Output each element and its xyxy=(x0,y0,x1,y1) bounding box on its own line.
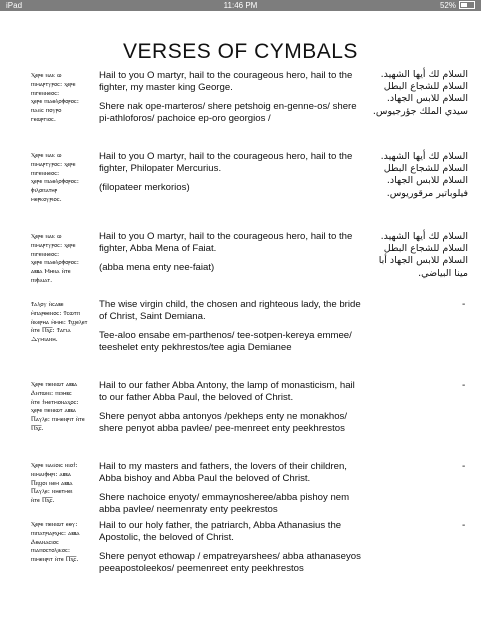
verse-arabic: السلام لك أيها الشهيد. السلام للشجاع البطل السلام للابس الجهاد. فيلوباتير مرقوريوس. xyxy=(380,151,468,199)
verse-coptic: Ⲭⲉⲣⲉ ⲛⲁϭⲟⲓⲥ ⲛⲓⲟϯ: ⲛⲓⲙⲁⲓⲫⲏⲣⲓ: ⲁⲃⲃⲁ Ⲡⲓϣⲟⲓ ⲛⲉⲙ ⲁⲃⲃⲁ Ⲡⲁⲩⲗⲉ: ⲛⲏⲉⲧⲙⲉⲓ ⲛ̀ⲧⲉ Ⲡⲭ̅ⲥ̅. xyxy=(31,461,78,505)
verse-transliteration: (filopateer merkorios) xyxy=(99,182,190,193)
verse-coptic: Ⲭⲉⲣⲉ ⲛⲁⲕ ⲱ ⲡⲓⲙⲁⲣⲧⲩⲣⲟⲥ: ⲭⲉⲣⲉ ⲡⲓⲅⲉⲛⲛⲉⲟⲥ: ⲭⲉⲣⲉ ⲡⲓⲁⲑⲗⲟⲫⲟⲣⲟⲥ: ⲫⲓⲗⲟⲡⲁⲧⲏⲣ ⲙⲉⲣⲕⲟⲩⲣⲓⲟⲥ. xyxy=(31,151,79,203)
verse-translation: Hail to our holy father, the patriarch, Abba Athanasius the Apostolic, the beloved of Christ. xyxy=(99,520,342,543)
battery-percent: 52% xyxy=(439,1,456,10)
battery-icon xyxy=(459,1,475,9)
verse-coptic: Ⲭⲉⲣⲉ ⲛⲁⲕ ⲱ ⲡⲓⲙⲁⲣⲧⲩⲣⲟⲥ: ⲭⲉⲣⲉ ⲡⲓⲅⲉⲛⲛⲉⲟⲥ: ⲭⲉⲣⲉ ⲡⲓⲁⲑⲗⲟⲫⲟⲣⲟⲥ: ⲁⲃⲃⲁ Ⲙⲏⲛⲁ ⲛ̀ⲧⲉ ⲡⲓⲫⲁⲓⲁⲧ. xyxy=(31,232,79,284)
verse-english xyxy=(99,151,361,194)
verse-coptic: Ⲭⲉⲣⲉ ⲡⲉⲛⲓⲱⲧ ⲁⲃⲃⲁ Ⲁⲛⲧⲱⲛⲓ: ⲡⲓϧⲏⲃⲥ ⲛ̀ⲧⲉ ϯⲙⲉⲧⲙⲟⲛⲁⲭⲟⲥ: ⲭⲉⲣⲉ ⲡⲉⲛⲓⲱⲧ ⲁⲃⲃⲁ Ⲡⲁⲩⲗⲉ: ⲡⲓⲙⲉⲛⲣⲓⲧ ⲛ̀ⲧⲉ Ⲡⲭ̅ⲥ̅. xyxy=(31,380,85,432)
verse-english xyxy=(99,461,361,516)
verse-transliteration: Shere nachoice enyoty/ emmaynosheree/abba pishoy nem abba pavlee/ neemenraty enty peekrestos xyxy=(99,492,350,515)
status-time: 11:46 PM xyxy=(223,1,258,10)
verse-dash: - xyxy=(462,299,466,310)
battery-indicator xyxy=(440,0,475,11)
verse-translation: Hail to you O martyr, hail to the courageous hero, hail to the fighter, Abba Mena of Faiat. xyxy=(99,231,353,254)
verse-english xyxy=(99,380,361,435)
status-bar xyxy=(0,0,481,11)
verse-arabic: السلام لك أيها الشهيد. السلام للشجاع البطل السلام للابس الجهاد أبا مينا البياضي. xyxy=(378,231,468,279)
verse-transliteration: Tee-aloo ensabe em-parthenos/ tee-sotpen-kereya emmee/ teeshelet enty pekhrestos/tee agia Demianee xyxy=(99,330,352,353)
verse-english xyxy=(99,520,361,575)
verse-transliteration: Shere penyot ethowap / empatreyarshees/ abba athanaseyos peeapostoleekos/ peemenreet enty peekhrestos xyxy=(99,551,361,574)
verse-coptic: Ϯⲁⲗⲟⲩ ⲛ̀ⲥⲁⲃⲉ ⲙ̀ⲡⲁⲣⲑⲉⲛⲟⲥ: Ϯⲥⲱⲧⲡ ⲛ̀ⲕⲉⲣⲏⲁ ⲙ̀ⲙⲏⲓ: Ϯϣⲉⲗⲉⲧ ⲛ̀ⲧⲉ Ⲡⲭ̅ⲥ̅: Ϯⲁⲅⲓⲁ Ⲇⲩⲙⲓⲁⲛⲏ. xyxy=(31,300,88,344)
verse-translation: Hail to my masters and fathers, the lovers of their children, Abba bishoy and Abba Paul the beloved of Christ. xyxy=(99,461,347,484)
verse-translation: The wise virgin child, the chosen and righteous lady, the bride of Christ, Saint Demiana. xyxy=(99,299,361,322)
verse-dash: - xyxy=(462,380,466,391)
verse-transliteration: (abba mena enty nee-faiat) xyxy=(99,262,215,273)
verse-english xyxy=(99,70,361,125)
verse-coptic: Ⲭⲉⲣⲉ ⲡⲉⲛⲓⲱⲧ ⲉⲑⲩ: ⲡⲓⲡⲁⲧⲣⲓⲁⲣⲭⲏⲥ: ⲁⲃⲃⲁ Ⲁⲑⲁⲛⲁⲥⲓⲟⲥ ⲡⲓⲁⲡⲟⲥⲧⲟⲗⲓⲕⲟⲥ: ⲡⲓⲙⲉⲛⲣⲓⲧ ⲛ̀ⲧⲉ Ⲡⲭ̅ⲥ̅. xyxy=(31,520,80,564)
verse-transliteration: Shere nak ope-marteros/ shere petshoig en-genne-os/ shere pi-athloforos/ pachoice ep-oro georgios / xyxy=(99,101,357,124)
verse-coptic: Ⲭⲉⲣⲉ ⲛⲁⲕ ⲱ ⲡⲓⲙⲁⲣⲧⲩⲣⲟⲥ: ⲭⲉⲣⲉ ⲡⲓⲅⲉⲛⲛⲉⲟⲥ: ⲭⲉⲣⲉ ⲡⲓⲁⲑⲗⲟⲫⲟⲣⲟⲥ: ⲡⲁϭⲥ ⲡⲟⲩⲣⲟ ⲅⲉⲱⲣⲅⲓⲟⲥ. xyxy=(31,71,79,123)
page-title: VERSES OF CYMBALS xyxy=(123,40,358,63)
verse-dash: - xyxy=(462,461,466,472)
verse-english xyxy=(99,299,361,354)
verse-english xyxy=(99,231,361,274)
verse-translation: Hail to you O martyr, hail to the courageous hero, hail to the fighter, Philopater Mercurius. xyxy=(99,151,353,174)
device-label: iPad xyxy=(6,1,23,10)
verse-translation: Hail to you O martyr, hail to the courageous hero, hail to the fighter, my master king George. xyxy=(99,70,353,93)
verse-transliteration: Shere penyot abba antonyos /pekheps enty ne monakhos/ shere penyot abba pavlee/ pee-menreet enty peekhrestos xyxy=(99,411,348,434)
verse-arabic: السلام لك أيها الشهيد. السلام للشجاع البطل السلام للابس الجهاد. سيدي الملك جؤرجيوس. xyxy=(372,69,468,117)
verse-translation: Hail to our father Abba Antony, the lamp of monasticism, hail to our father Abba Paul, the beloved of Christ. xyxy=(99,380,355,403)
verse-dash: - xyxy=(462,520,466,531)
